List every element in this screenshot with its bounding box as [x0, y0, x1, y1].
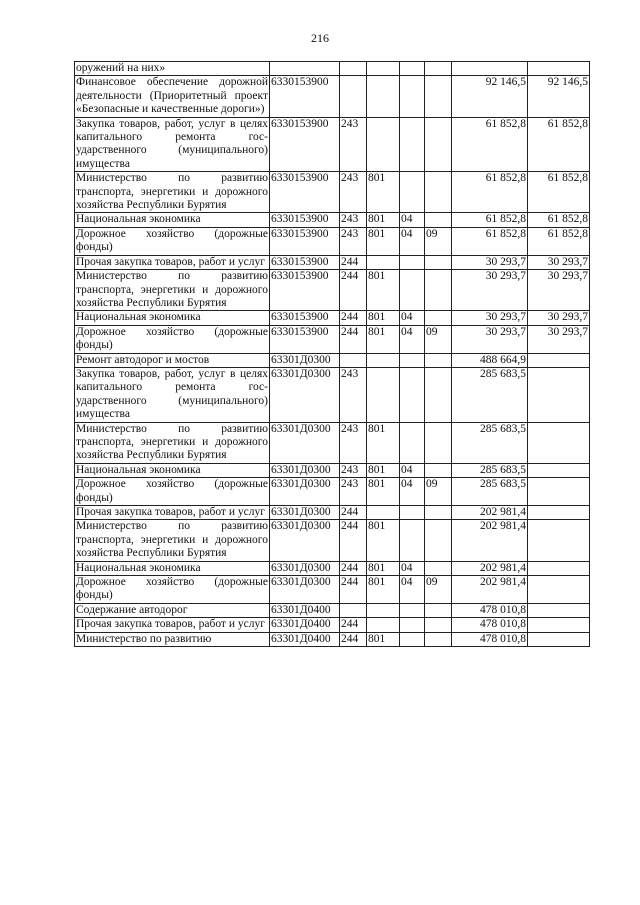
- subsection-code-cell: [425, 463, 452, 477]
- target-article-code-cell: 6330153900: [270, 172, 340, 213]
- ministry-code-cell: 801: [367, 311, 400, 325]
- ministry-code-cell: 801: [367, 478, 400, 506]
- subsection-code-cell: [425, 76, 452, 117]
- amount-year-2-cell: 61 852,8: [528, 213, 590, 227]
- amount-year-2-cell: 30 293,7: [528, 255, 590, 269]
- target-article-code-cell: 6330153900: [270, 255, 340, 269]
- table-body: [75, 62, 590, 647]
- section-code-cell: [400, 632, 425, 646]
- amount-year-2-cell: 61 852,8: [528, 227, 590, 255]
- ministry-code-cell: 801: [367, 213, 400, 227]
- item-name-cell: Национальная экономика: [75, 213, 270, 227]
- amount-year-2-cell: [528, 367, 590, 422]
- item-name-cell: Закупка товаров, работ, услуг в целях капитального ремонта государственного (муниципального) имущества: [76, 117, 268, 170]
- expense-type-code-cell: [340, 603, 367, 617]
- table-row: [75, 172, 590, 213]
- amount-year-1-cell: 61 852,8: [452, 227, 528, 255]
- expense-type-code-cell: 244: [340, 618, 367, 632]
- item-name-cell: Министерство по развитию транспорта, энергетики и дорожного хозяйства Республики Бурятия: [76, 422, 268, 462]
- expense-type-code-cell: 243: [340, 213, 367, 227]
- table-row: [75, 561, 590, 575]
- subsection-code-cell: [425, 520, 452, 561]
- amount-year-1-cell: 478 010,8: [452, 603, 528, 617]
- amount-year-1-cell: 61 852,8: [452, 213, 528, 227]
- page-number: 216: [311, 31, 329, 45]
- section-code-cell: 04: [400, 478, 425, 506]
- amount-year-1-cell: 202 981,4: [452, 561, 528, 575]
- amount-year-2-cell: [528, 520, 590, 561]
- section-code-cell: [400, 520, 425, 561]
- ministry-code-cell: 801: [367, 270, 400, 311]
- item-name-cell: Министерство по развитию транспорта, энергетики и дорожного хозяйства Республики Бурятия: [76, 172, 268, 212]
- target-article-code-cell: 6330153900: [270, 270, 340, 311]
- table-row: [75, 62, 590, 76]
- ministry-code-cell: 801: [367, 561, 400, 575]
- section-code-cell: [400, 367, 425, 422]
- amount-year-2-cell: [528, 561, 590, 575]
- section-code-cell: 04: [400, 561, 425, 575]
- ministry-code-cell: [367, 255, 400, 269]
- table-row: [75, 520, 590, 561]
- item-name-cell: Национальная экономика: [75, 561, 270, 575]
- target-article-code-cell: 63301Д0300: [270, 576, 340, 604]
- section-code-cell: 04: [400, 213, 425, 227]
- amount-year-1-cell: 61 852,8: [452, 117, 528, 172]
- section-code-cell: [400, 618, 425, 632]
- section-code-cell: [400, 422, 425, 463]
- ministry-code-cell: 801: [367, 576, 400, 604]
- target-article-code-cell: 63301Д0400: [270, 632, 340, 646]
- target-article-code-cell: 63301Д0300: [270, 353, 340, 367]
- subsection-code-cell: [425, 561, 452, 575]
- item-name-cell: Министерство по развитию: [75, 632, 270, 646]
- amount-year-1-cell: 202 981,4: [452, 506, 528, 520]
- section-code-cell: [400, 603, 425, 617]
- ministry-code-cell: [367, 353, 400, 367]
- table-row: [75, 618, 590, 632]
- target-article-code-cell: 63301Д0400: [270, 618, 340, 632]
- ministry-code-cell: [367, 603, 400, 617]
- subsection-code-cell: 09: [425, 227, 452, 255]
- amount-year-1-cell: 285 683,5: [452, 463, 528, 477]
- item-name-cell: Министерство по развитию транспорта, энергетики и дорожного хозяйства Республики Бурятия: [76, 520, 268, 560]
- subsection-code-cell: [425, 603, 452, 617]
- ministry-code-cell: 801: [367, 632, 400, 646]
- subsection-code-cell: [425, 117, 452, 172]
- expense-type-code-cell: 243: [340, 422, 367, 463]
- section-code-cell: 04: [400, 325, 425, 353]
- section-code-cell: [400, 76, 425, 117]
- expense-type-code-cell: 244: [340, 270, 367, 311]
- amount-year-2-cell: [528, 422, 590, 463]
- ministry-code-cell: 801: [367, 463, 400, 477]
- table-row: [75, 76, 590, 117]
- item-name-cell: Национальная экономика: [75, 311, 270, 325]
- expense-type-code-cell: [340, 353, 367, 367]
- section-code-cell: [400, 506, 425, 520]
- target-article-code-cell: [270, 62, 340, 76]
- expense-type-code-cell: 244: [340, 561, 367, 575]
- target-article-code-cell: 63301Д0300: [270, 463, 340, 477]
- expense-type-code-cell: 244: [340, 520, 367, 561]
- ministry-code-cell: [367, 367, 400, 422]
- section-code-cell: [400, 353, 425, 367]
- target-article-code-cell: 6330153900: [270, 227, 340, 255]
- table-row: [75, 213, 590, 227]
- ministry-code-cell: [367, 618, 400, 632]
- target-article-code-cell: 6330153900: [270, 311, 340, 325]
- item-name-cell: Прочая закупка товаров, работ и услуг: [75, 618, 270, 632]
- amount-year-1-cell: 202 981,4: [452, 520, 528, 561]
- amount-year-2-cell: [528, 618, 590, 632]
- table-row: [75, 576, 590, 604]
- table-row: [75, 117, 590, 172]
- amount-year-1-cell: 30 293,7: [452, 311, 528, 325]
- subsection-code-cell: 09: [425, 478, 452, 506]
- ministry-code-cell: [367, 117, 400, 172]
- table-row: [75, 311, 590, 325]
- table-row: [75, 325, 590, 353]
- amount-year-2-cell: [528, 632, 590, 646]
- section-code-cell: [400, 172, 425, 213]
- section-code-cell: [400, 117, 425, 172]
- budget-table: [74, 61, 590, 647]
- item-name-cell: Дорожное хозяйство (дорожные фонды): [76, 478, 268, 504]
- section-code-cell: 04: [400, 311, 425, 325]
- section-code-cell: 04: [400, 576, 425, 604]
- subsection-code-cell: [425, 172, 452, 213]
- target-article-code-cell: 63301Д0400: [270, 603, 340, 617]
- item-name-cell: Министерство по развитию транспорта, энергетики и дорожного хозяйства Республики Бурятия: [76, 270, 268, 309]
- expense-type-code-cell: 243: [340, 463, 367, 477]
- amount-year-2-cell: [528, 478, 590, 506]
- expense-type-code-cell: 244: [340, 325, 367, 353]
- table-row: [75, 270, 590, 311]
- expense-type-code-cell: [340, 76, 367, 117]
- expense-type-code-cell: 243: [340, 117, 367, 172]
- table-row: [75, 255, 590, 269]
- table-row: [75, 367, 590, 422]
- subsection-code-cell: [425, 255, 452, 269]
- amount-year-1-cell: 92 146,5: [452, 76, 528, 117]
- amount-year-1-cell: 30 293,7: [452, 325, 528, 353]
- item-name-cell: Дорожное хозяйство (дорожные фонды): [76, 227, 268, 254]
- item-name-cell: Прочая закупка товаров, работ и услуг: [75, 506, 270, 520]
- amount-year-1-cell: 30 293,7: [452, 270, 528, 311]
- subsection-code-cell: [425, 367, 452, 422]
- ministry-code-cell: 801: [367, 325, 400, 353]
- subsection-code-cell: [425, 311, 452, 325]
- expense-type-code-cell: 243: [340, 227, 367, 255]
- subsection-code-cell: [425, 213, 452, 227]
- item-name-cell: оружений на них»: [75, 62, 270, 76]
- section-code-cell: [400, 255, 425, 269]
- expense-type-code-cell: 244: [340, 506, 367, 520]
- target-article-code-cell: 6330153900: [270, 213, 340, 227]
- amount-year-2-cell: 61 852,8: [528, 117, 590, 172]
- expense-type-code-cell: 243: [340, 478, 367, 506]
- amount-year-1-cell: 30 293,7: [452, 255, 528, 269]
- subsection-code-cell: 09: [425, 325, 452, 353]
- amount-year-2-cell: [528, 463, 590, 477]
- target-article-code-cell: 63301Д0300: [270, 561, 340, 575]
- amount-year-2-cell: [528, 62, 590, 76]
- subsection-code-cell: [425, 618, 452, 632]
- amount-year-2-cell: 30 293,7: [528, 325, 590, 353]
- table-row: [75, 603, 590, 617]
- item-name-cell: Финансовое обеспечение дорожной деятельности (Приоритетный проект «Безопасные и качественные дороги»): [76, 76, 268, 116]
- subsection-code-cell: [425, 270, 452, 311]
- amount-year-2-cell: 30 293,7: [528, 311, 590, 325]
- amount-year-2-cell: [528, 603, 590, 617]
- target-article-code-cell: 63301Д0300: [270, 422, 340, 463]
- subsection-code-cell: [425, 632, 452, 646]
- item-name-cell: Содержание автодорог: [75, 603, 270, 617]
- ministry-code-cell: 801: [367, 422, 400, 463]
- ministry-code-cell: [367, 62, 400, 76]
- table-row: [75, 353, 590, 367]
- table-row: [75, 422, 590, 463]
- target-article-code-cell: 63301Д0300: [270, 367, 340, 422]
- subsection-code-cell: [425, 353, 452, 367]
- amount-year-1-cell: 285 683,5: [452, 367, 528, 422]
- expense-type-code-cell: 244: [340, 576, 367, 604]
- section-code-cell: 04: [400, 463, 425, 477]
- target-article-code-cell: 63301Д0300: [270, 520, 340, 561]
- subsection-code-cell: [425, 506, 452, 520]
- amount-year-1-cell: 202 981,4: [452, 576, 528, 604]
- table-row: [75, 506, 590, 520]
- amount-year-2-cell: [528, 576, 590, 604]
- section-code-cell: [400, 62, 425, 76]
- ministry-code-cell: [367, 506, 400, 520]
- item-name-cell: Прочая закупка товаров, работ и услуг: [75, 255, 270, 269]
- expense-type-code-cell: [340, 62, 367, 76]
- table-row: [75, 478, 590, 506]
- table-row: [75, 463, 590, 477]
- amount-year-2-cell: 92 146,5: [528, 76, 590, 117]
- expense-type-code-cell: 244: [340, 255, 367, 269]
- item-name-cell: Национальная экономика: [75, 463, 270, 477]
- amount-year-1-cell: 61 852,8: [452, 172, 528, 213]
- ministry-code-cell: 801: [367, 227, 400, 255]
- item-name-cell: Ремонт автодорог и мостов: [75, 353, 270, 367]
- subsection-code-cell: [425, 422, 452, 463]
- item-name-cell: Дорожное хозяйство (дорожные фонды): [76, 576, 268, 602]
- amount-year-1-cell: 488 664,9: [452, 353, 528, 367]
- amount-year-1-cell: 285 683,5: [452, 478, 528, 506]
- target-article-code-cell: 6330153900: [270, 76, 340, 117]
- amount-year-1-cell: 478 010,8: [452, 618, 528, 632]
- target-article-code-cell: 6330153900: [270, 117, 340, 172]
- item-name-cell: Закупка товаров, работ, услуг в целях капитального ремонта государственного (муниципального) имущества: [76, 367, 268, 421]
- section-code-cell: 04: [400, 227, 425, 255]
- table-row: [75, 632, 590, 646]
- subsection-code-cell: 09: [425, 576, 452, 604]
- amount-year-2-cell: 30 293,7: [528, 270, 590, 311]
- target-article-code-cell: 6330153900: [270, 325, 340, 353]
- section-code-cell: [400, 270, 425, 311]
- table-row: [75, 227, 590, 255]
- expense-type-code-cell: 243: [340, 172, 367, 213]
- expense-type-code-cell: 243: [340, 367, 367, 422]
- amount-year-2-cell: [528, 353, 590, 367]
- expense-type-code-cell: 244: [340, 311, 367, 325]
- ministry-code-cell: [367, 76, 400, 117]
- amount-year-2-cell: [528, 506, 590, 520]
- expense-type-code-cell: 244: [340, 632, 367, 646]
- amount-year-1-cell: 285 683,5: [452, 422, 528, 463]
- item-name-cell: Дорожное хозяйство (дорожные фонды): [76, 325, 268, 352]
- target-article-code-cell: 63301Д0300: [270, 506, 340, 520]
- subsection-code-cell: [425, 62, 452, 76]
- amount-year-1-cell: [452, 62, 528, 76]
- amount-year-1-cell: 478 010,8: [452, 632, 528, 646]
- ministry-code-cell: 801: [367, 520, 400, 561]
- amount-year-2-cell: 61 852,8: [528, 172, 590, 213]
- target-article-code-cell: 63301Д0300: [270, 478, 340, 506]
- ministry-code-cell: 801: [367, 172, 400, 213]
